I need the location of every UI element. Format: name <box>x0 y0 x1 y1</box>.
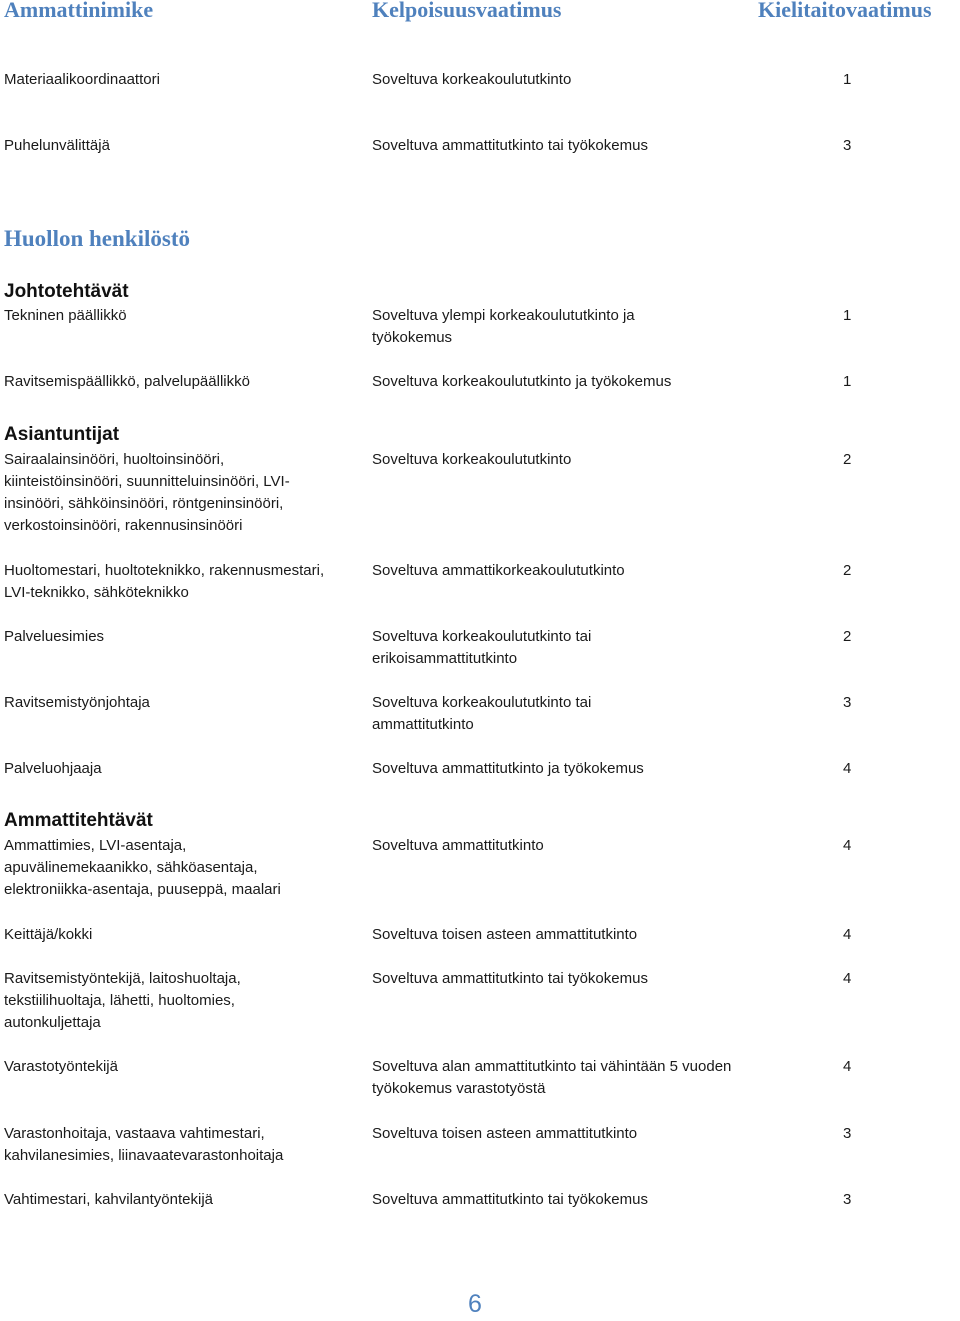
job-title: Keittäjä/kokki <box>4 926 93 943</box>
group-heading-trades: Ammattitehtävät <box>4 810 153 831</box>
language-level: 4 <box>843 760 852 777</box>
job-title: Palveluohjaaja <box>4 760 102 777</box>
job-title: Vahtimestari, kahvilantyöntekijä <box>4 1191 213 1208</box>
language-level: 1 <box>843 307 852 324</box>
job-title: Sairaalainsinööri, huoltoinsinööri, kiinteistöinsinööri, suunnitteluinsinööri, LVI-insinööri, sähköinsinööri, röntgeninsinööri, verkostoinsinööri, rakennusinsinööri <box>4 451 290 534</box>
qualification: Soveltuva korkeakoulututkinto tai ammattitutkinto <box>372 694 592 733</box>
group-heading-management: Johtotehtävät <box>4 281 129 302</box>
qualification: Soveltuva korkeakoulututkinto tai erikoisammattitutkinto <box>372 628 592 667</box>
qualification: Soveltuva ylempi korkeakoulututkinto ja työkokemus <box>372 307 635 346</box>
group-heading-experts: Asiantuntijat <box>4 424 120 445</box>
job-title: Ravitsemispäällikkö, palvelupäällikkö <box>4 373 250 390</box>
language-level: 3 <box>843 1191 852 1208</box>
language-level: 2 <box>843 628 852 645</box>
qualification: Soveltuva alan ammattitutkinto tai vähintään 5 vuoden työkokemus varastotyöstä <box>372 1058 732 1097</box>
column-header-requirement: Kelpoisuusvaatimus <box>372 0 562 22</box>
language-level: 4 <box>843 1058 852 1075</box>
job-title: Materiaalikoordinaattori <box>4 71 160 88</box>
job-title: Ammattimies, LVI-asentaja, apuvälinemekaanikko, sähköasentaja, elektroniikka-asentaja, puuseppä, maalari <box>4 837 281 898</box>
qualification: Soveltuva ammattikorkeakoulututkinto <box>372 562 625 579</box>
qualification: Soveltuva ammattitutkinto tai työkokemus <box>372 970 648 987</box>
language-level: 2 <box>843 562 852 579</box>
qualification: Soveltuva ammattitutkinto ja työkokemus <box>372 760 644 777</box>
language-level: 1 <box>843 71 852 88</box>
job-title: Ravitsemistyönjohtaja <box>4 694 150 711</box>
qualification: Soveltuva ammattitutkinto <box>372 837 544 854</box>
page-number: 6 <box>468 1290 482 1318</box>
language-level: 4 <box>843 970 852 987</box>
qualification: Soveltuva ammattitutkinto tai työkokemus <box>372 1191 648 1208</box>
qualification: Soveltuva korkeakoulututkinto ja työkokemus <box>372 373 672 390</box>
language-level: 3 <box>843 137 852 154</box>
job-title: Huoltomestari, huoltoteknikko, rakennusmestari, LVI-teknikko, sähköteknikko <box>4 562 325 601</box>
qualification: Soveltuva korkeakoulututkinto <box>372 71 572 88</box>
job-title: Varastotyöntekijä <box>4 1058 118 1075</box>
language-level: 4 <box>843 926 852 943</box>
qualification: Soveltuva toisen asteen ammattitutkinto <box>372 1125 638 1142</box>
column-header-title: Ammattinimike <box>4 0 154 22</box>
language-level: 1 <box>843 373 852 390</box>
language-level: 3 <box>843 694 852 711</box>
section-title: Huollon henkilöstö <box>4 226 190 251</box>
qualification: Soveltuva korkeakoulututkinto <box>372 451 572 468</box>
qualification: Soveltuva toisen asteen ammattitutkinto <box>372 926 638 943</box>
language-level: 3 <box>843 1125 852 1142</box>
qualification: Soveltuva ammattitutkinto tai työkokemus <box>372 137 648 154</box>
job-title: Tekninen päällikkö <box>4 307 127 324</box>
language-level: 2 <box>843 451 852 468</box>
job-title: Ravitsemistyöntekijä, laitoshuoltaja, tekstiilihuoltaja, lähetti, huoltomies, autonkuljettaja <box>4 970 241 1031</box>
job-title: Palveluesimies <box>4 628 105 645</box>
language-level: 4 <box>843 837 852 854</box>
job-title: Puhelunvälittäjä <box>4 137 110 154</box>
job-title: Varastonhoitaja, vastaava vahtimestari, kahvilanesimies, liinavaatevarastonhoitaja <box>4 1125 284 1164</box>
column-header-language: Kielitaitovaatimus <box>758 0 932 22</box>
